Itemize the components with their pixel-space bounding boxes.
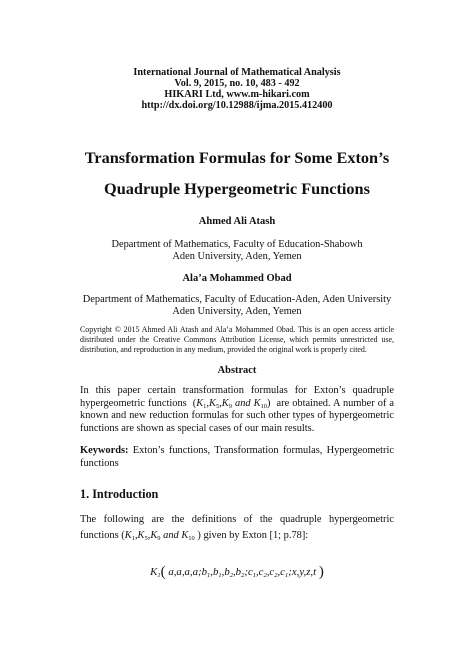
abstract-text-2: are obtained. A number of a known and new reduction formulas for such other types of hypergeometric functions are shown as special cases of our main results. — [80, 397, 395, 434]
paper-title-line-1: Transformation Formulas for Some Exton’s — [84, 148, 390, 167]
author-affiliation-1 — [0, 239, 474, 263]
keywords-text: Exton’s functions, Transformation formulas, Hypergeometric functions — [80, 445, 394, 469]
introduction-text — [80, 512, 394, 544]
journal-volume: Vol. 9, 2015, no. 10, 483 - 492 — [174, 78, 300, 89]
affiliation-2-line-2: Aden University, Aden, Yemen — [172, 306, 302, 317]
paper-title-line-2: Quadruple Hypergeometric Functions — [104, 179, 370, 198]
author-affiliation-2 — [0, 294, 474, 318]
equation-k1: $K_1$( $a,a,a,a;b_1,b_1,b_2,b_2;c_1,c_2,c_2,c_1;x,y,z,t$ ) — [150, 564, 324, 580]
affiliation-1-line-1: Department of Mathematics, Faculty of Education-Shabowh — [111, 239, 363, 250]
affiliation-2-line-1: Department of Mathematics, Faculty of Education-Aden, Aden University — [82, 294, 392, 305]
intro-math: ($K_1,K_5,K_9$ and $K_{10}$ ) — [121, 530, 201, 542]
journal-doi: http://dx.doi.org/10.12988/ijma.2015.412400 — [141, 100, 333, 111]
abstract-heading: Abstract — [217, 365, 257, 376]
section-heading: 1. Introduction — [80, 487, 159, 501]
equation-lhs: $K_1$ — [150, 566, 161, 579]
journal-publisher: HIKARI Ltd, www.m-hikari.com — [164, 89, 310, 100]
abstract-text-1: In this paper certain transformation formulas for Exton’s quadruple hypergeometric functions — [80, 385, 394, 409]
keywords-label: Keywords: — [80, 445, 129, 456]
author-name-1: Ahmed Ali Atash — [198, 216, 276, 227]
affiliation-1-line-2: Aden University, Aden, Yemen — [172, 251, 302, 262]
intro-text-1: The following are the definitions of the quadruple hypergeometric functions — [80, 514, 394, 541]
keywords — [80, 445, 394, 470]
journal-name: International Journal of Mathematical Analysis — [133, 67, 341, 78]
journal-header — [0, 67, 474, 111]
copyright-notice: Copyright © 2015 Ahmed Ali Atash and Ala’a Mohammed Obad. This is an open access article distributed under the Creative Commons Attribution License, which permits unrestricted use, distribution, and reproduction in any medium, provided the original work is properly cited. — [80, 325, 394, 354]
abstract-body — [80, 385, 394, 435]
intro-text-2: given by Exton [1; p.78]: — [203, 530, 309, 541]
author-name-2: Ala’a Mohammed Obad — [182, 273, 292, 284]
abstract-math: ($K_1,K_5,K_9$ and $K_{10}$) — [189, 397, 274, 410]
